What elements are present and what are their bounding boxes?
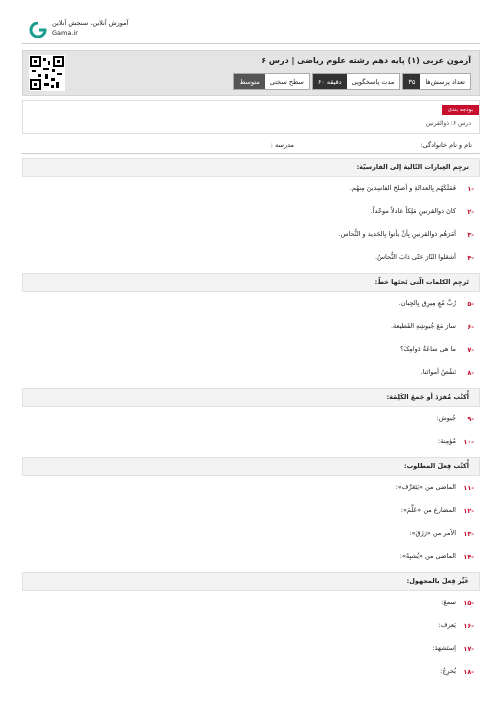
section-title: غَیِّر فِعلَ بالمجهول:	[406, 577, 469, 585]
section-header	[22, 388, 480, 407]
exam-header	[22, 50, 480, 96]
question-text: الماضی من «یَتَعَرَّف»:	[395, 483, 456, 491]
question-number: ۱۵-	[463, 599, 474, 607]
question-text: سمعَ:	[441, 598, 456, 606]
stat-value: ۶۰ دقیقه	[313, 74, 347, 89]
question-number: ۴-	[467, 254, 474, 262]
question-text: سارَ مَعَ جُیوشِهِ القَطیعة.	[390, 322, 456, 330]
question-row	[22, 361, 480, 384]
question-text: فَمَلَکَهُم بِالعدالةِ و أصلحَ الفاسِدینَ مِنهُم.	[349, 184, 456, 192]
question-row	[22, 200, 480, 223]
brand-tagline: آموزش آنلاین، سنجش آنلاین	[52, 19, 129, 27]
question-number: ۱-	[467, 185, 474, 193]
stat-difficulty	[233, 73, 309, 90]
question-text: کانَ ذوالقرنینِ مَلِکاً عادلاً موحّداً.	[370, 207, 456, 215]
question-row	[22, 660, 480, 683]
student-info	[22, 134, 480, 154]
question-text: رُبَّ مُعِ مِیرِق بِالجِبان.	[398, 299, 456, 307]
question-row	[22, 246, 480, 269]
question-text: أمَرَهُم ذوالقرنینِ بِأنْ یأتوا بِالحَدید و النُّحاس.	[338, 230, 456, 238]
question-row	[22, 476, 480, 499]
question-text: مُؤمِنة:	[438, 437, 456, 445]
question-row	[22, 591, 480, 614]
question-row	[22, 545, 480, 568]
question-number: ۷-	[467, 346, 474, 354]
question-row	[22, 614, 480, 637]
question-number: ۸-	[467, 369, 474, 377]
question-row	[22, 292, 480, 315]
question-text: نَنقُصُ أمواتَنا.	[420, 368, 456, 376]
question-row	[22, 223, 480, 246]
question-text: الأمر من «رَزَقَ»:	[409, 529, 456, 537]
question-text: اِستَشهَدَ:	[432, 644, 456, 652]
gama-logo-icon	[28, 22, 48, 38]
question-row	[22, 522, 480, 545]
question-text: الماضی من «یُشبِهُ»:	[399, 552, 456, 560]
question-text: المضارع من «عَلَّمَ»:	[400, 506, 456, 514]
brand-site: Gama.ir	[52, 29, 78, 37]
question-number: ۱۶-	[463, 622, 474, 630]
question-number: ۹-	[467, 415, 474, 423]
stat-value: متوسط	[234, 74, 264, 89]
section-title: ترجِم العِبارات التّالیة إلی الفارسیّة:	[356, 163, 469, 171]
stat-duration	[312, 73, 401, 90]
question-row	[22, 315, 480, 338]
qr-code-icon	[29, 55, 65, 91]
question-row	[22, 177, 480, 200]
stat-question-count	[402, 73, 471, 90]
stat-label: مدت پاسخگویی	[347, 74, 400, 89]
question-text: یُخرِجُ:	[440, 667, 456, 675]
question-text: أشعَلوا النّارَ حَتّی ذابَ النُّحاسُ.	[375, 253, 456, 261]
question-row	[22, 637, 480, 660]
question-text: جُیوش:	[436, 414, 456, 422]
stat-label: تعداد پرسش‌ها	[420, 74, 470, 89]
section-header	[22, 572, 480, 591]
question-text: یَعرف:	[438, 621, 456, 629]
divider	[22, 43, 480, 44]
section-title: تَرجِم الکلمات الّتی تَحتَها خطّ:	[374, 278, 469, 286]
question-number: ۳-	[467, 231, 474, 239]
section-header	[22, 158, 480, 177]
question-number: ۵-	[467, 300, 474, 308]
question-number: ۱۴-	[463, 553, 474, 561]
budget-notice	[22, 100, 480, 134]
divider	[22, 153, 480, 154]
budget-text: درس ۶: ذوالقرنین	[425, 120, 471, 127]
name-label: نام و نام خانوادگی:	[420, 141, 472, 149]
stat-value: ۳۵	[403, 74, 420, 89]
brand-bar	[22, 14, 480, 44]
budget-tag: بودجه بندی	[442, 105, 479, 115]
question-number: ۱۱-	[463, 484, 474, 492]
exam-stats	[233, 73, 471, 90]
section-title: أُکتُب فِعلَ المطلوب:	[403, 462, 469, 470]
question-number: ۱۸-	[463, 668, 474, 676]
question-row	[22, 338, 480, 361]
question-row	[22, 430, 480, 453]
brand-text	[52, 18, 128, 38]
question-number: ۲-	[467, 208, 474, 216]
question-sections	[22, 158, 480, 683]
question-number: ۱۳-	[463, 530, 474, 538]
question-number: ۱۲-	[463, 507, 474, 515]
section-title: أُکتُب مُفرَدَ أو جَمعَ الکَلِمَة:	[386, 393, 469, 401]
section-header	[22, 457, 480, 476]
question-row	[22, 407, 480, 430]
question-number: ۱۰-	[463, 438, 474, 446]
stat-label: سطح سختی	[265, 74, 309, 89]
question-number: ۱۷-	[463, 645, 474, 653]
exam-title: آزمون عربی (۱) پایه دهم رشته علوم ریاضی | درس ۶	[261, 56, 471, 65]
school-label: مدرسه :	[270, 141, 294, 149]
question-row	[22, 499, 480, 522]
question-number: ۶-	[467, 323, 474, 331]
exam-page	[22, 14, 480, 683]
question-text: ما هی ساعَةُ دَوامِکَ؟	[400, 345, 456, 353]
section-header	[22, 273, 480, 292]
